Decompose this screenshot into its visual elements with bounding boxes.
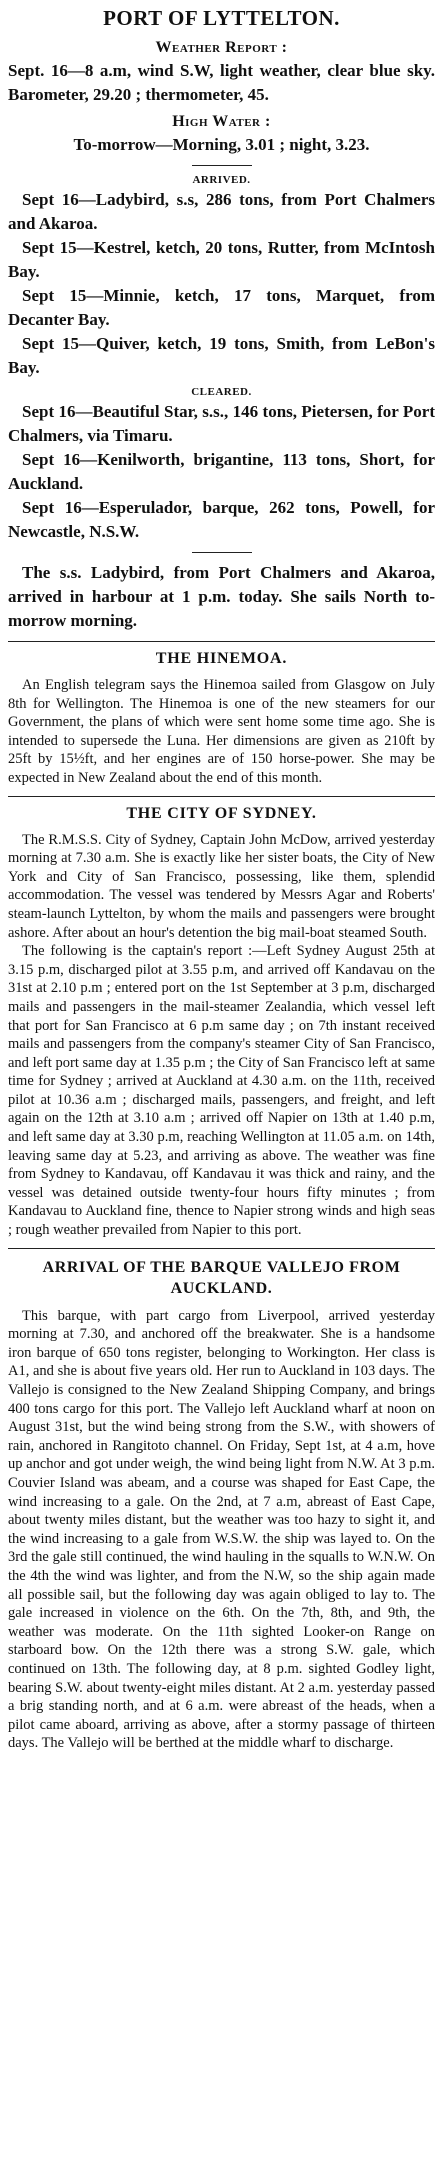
hinemoa-heading: THE HINEMOA. [155, 650, 288, 667]
arrived-entry: Sept 15—Minnie, ketch, 17 tons, Marquet, from Decanter Bay. [8, 286, 435, 329]
weather-report: Sept. 16—8 a.m, wind S.W, light weather, clear blue sky. Barometer, 29.20 ; thermometer, 45. [8, 61, 435, 104]
high-water-heading: High Water : [172, 113, 271, 130]
arrived-entry: Sept 16—Ladybird, s.s, 286 tons, from Port Chalmers and Akaroa. [8, 190, 435, 233]
high-water-times: To-morrow—Morning, 3.01 ; night, 3.23. [73, 135, 370, 154]
cleared-entry: Sept 16—Beautiful Star, s.s., 146 tons, Pietersen, for Port Chalmers, via Timaru. [8, 402, 435, 445]
section-rule [8, 641, 435, 642]
shipping-note: The s.s. Ladybird, from Port Chalmers and Akaroa, arrived in harbour at 1 p.m. today. She sails North to-morrow morning. [8, 563, 435, 630]
cleared-heading: CLEARED. [191, 386, 252, 398]
vallejo-heading: ARRIVAL OF THE BARQUE VALLEJO FROM AUCKLAND. [42, 1258, 401, 1297]
arrived-entry: Sept 15—Kestrel, ketch, 20 tons, Rutter, from McIntosh Bay. [8, 238, 435, 281]
section-rule [8, 1248, 435, 1249]
section-rule [8, 796, 435, 797]
captains-report-paragraph: The following is the captain's report :—Left Sydney August 25th at 3.15 p.m, discharged pilot at 3.55 p.m, and arrived off Kandavau on the 31st at 2.10 p.m ; entered port on the 1st September at 3 p.m, discharged mails and passengers in the mail-steamer Zealandia, which vessel left that port for San Francisco at 6 p.m same day ; on 7th instant received mails and passengers from the company's steamer City of San Francisco, and left port same day at 1.35 p.m ; the City of San Francisco left at same time for Sydney ; arrived at Auckland at 4.30 a.m. on the 11th, received pilot at 10.36 a.m ; discharged mails, passengers, and freight, and left again on the 12th at 3.10 a.m ; arrived off Napier on 13th at 1.40 p.m, and left same day at 3.30 p.m, reaching Wellington at 11.05 a.m. on 14th, leaving same day at 5.23, and arriving as above. The weather was fine from Sydney to Kandavau, off Kandavau it was thick and rainy, and the vessel was detained outside twenty-four hours fifty minutes ; from Kandavau to Auckland fine, thence to Napier strong winds and high seas ; rough weather prevailed from Napier to this port. [8, 943, 435, 1239]
weather-heading: Weather Report : [155, 39, 288, 56]
divider [192, 165, 252, 166]
cleared-entry: Sept 16—Kenilworth, brigantine, 113 tons, Short, for Auckland. [8, 450, 435, 493]
city-of-sydney-heading: THE CITY OF SYDNEY. [126, 804, 317, 822]
divider [192, 552, 252, 553]
cleared-entry: Sept 16—Esperulador, barque, 262 tons, Powell, for Newcastle, N.S.W. [8, 498, 435, 541]
hinemoa-article: An English telegram says the Hinemoa sailed from Glasgow on July 8th for Wellington. The Hinemoa is one of the new steamers for our Government, the plans of which were sent home some time ago. She is intended to supersede the Luna. Her dimensions are given as 210ft by 25ft by 15½ft, and her engines are of 150 horse-power. She may be expected in New Zealand about the end of this month. [8, 677, 435, 786]
port-title: PORT OF LYTTELTON. [103, 6, 340, 30]
city-of-sydney-paragraph: The R.M.S.S. City of Sydney, Captain John McDow, arrived yesterday morning at 7.30 a.m. She is exactly like her sister boats, the City of New York and City of San Francisco, possessing, like them, splendid accommodation. The vessel was tendered by Messrs Agar and Roberts' steam-launch Lyttelton, by whom the mails and passengers were brought ashore. After about an hour's detention the big mail-boat steamed South. [8, 831, 435, 941]
arrived-entry: Sept 15—Quiver, ketch, 19 tons, Smith, from LeBon's Bay. [8, 334, 435, 377]
vallejo-article: This barque, with part cargo from Liverpool, arrived yesterday morning at 7.30, and anchored off the breakwater. She is a handsome iron barque of 650 tons register, belonging to Workington. Her class is A1, and she is about five years old. Her run to Auckland in 103 days. The Vallejo is consigned to the New Zealand Shipping Company, and brings 400 tons cargo for this port. The Vallejo left Auckland wharf at noon on August 31st, but the wind being strong from the S.W., with showers of rain, anchored in Rangitoto channel. On Friday, Sept 1st, at 4 a.m, hove up anchor and got under weigh, the wind being light from N.W. At 3 p.m. Couvier Island was abeam, and a course was shaped for East Cape, the wind increasing to a gale. On the 2nd, at 7 a.m, abreast of East Cape, about twenty miles distant, but the weather was too hazy to sight it, and the wind increasing to a gale from W.S.W. the ship was layed to. On the 3rd the gale still continued, the wind hauling in the squalls to W.N.W. On the 4th the wind was lighter, and from the N.W, so the ship again made all possible sail, but the following day was again obliged to lay to. The gale increased in violence on the 6th. On the 7th, 8th, and 9th, the weather was moderate. On the 11th sighted Looker-on Range on starboard bow. On the 12th there was a strong S.W. gale, which continued on 13th. The following day, at 8 p.m. sighted Godley light, bearing S.W. about twenty-eight miles distant. At 2 a.m. yesterday passed a brig standing north, and at 6 a.m. were abreast of the heads, when a pilot came aboard, arriving as above, after a stormy passage of thirteen days. The Vallejo will be berthed at the middle wharf to discharge. [8, 1307, 435, 1752]
arrived-heading: ARRIVED. [192, 174, 251, 186]
